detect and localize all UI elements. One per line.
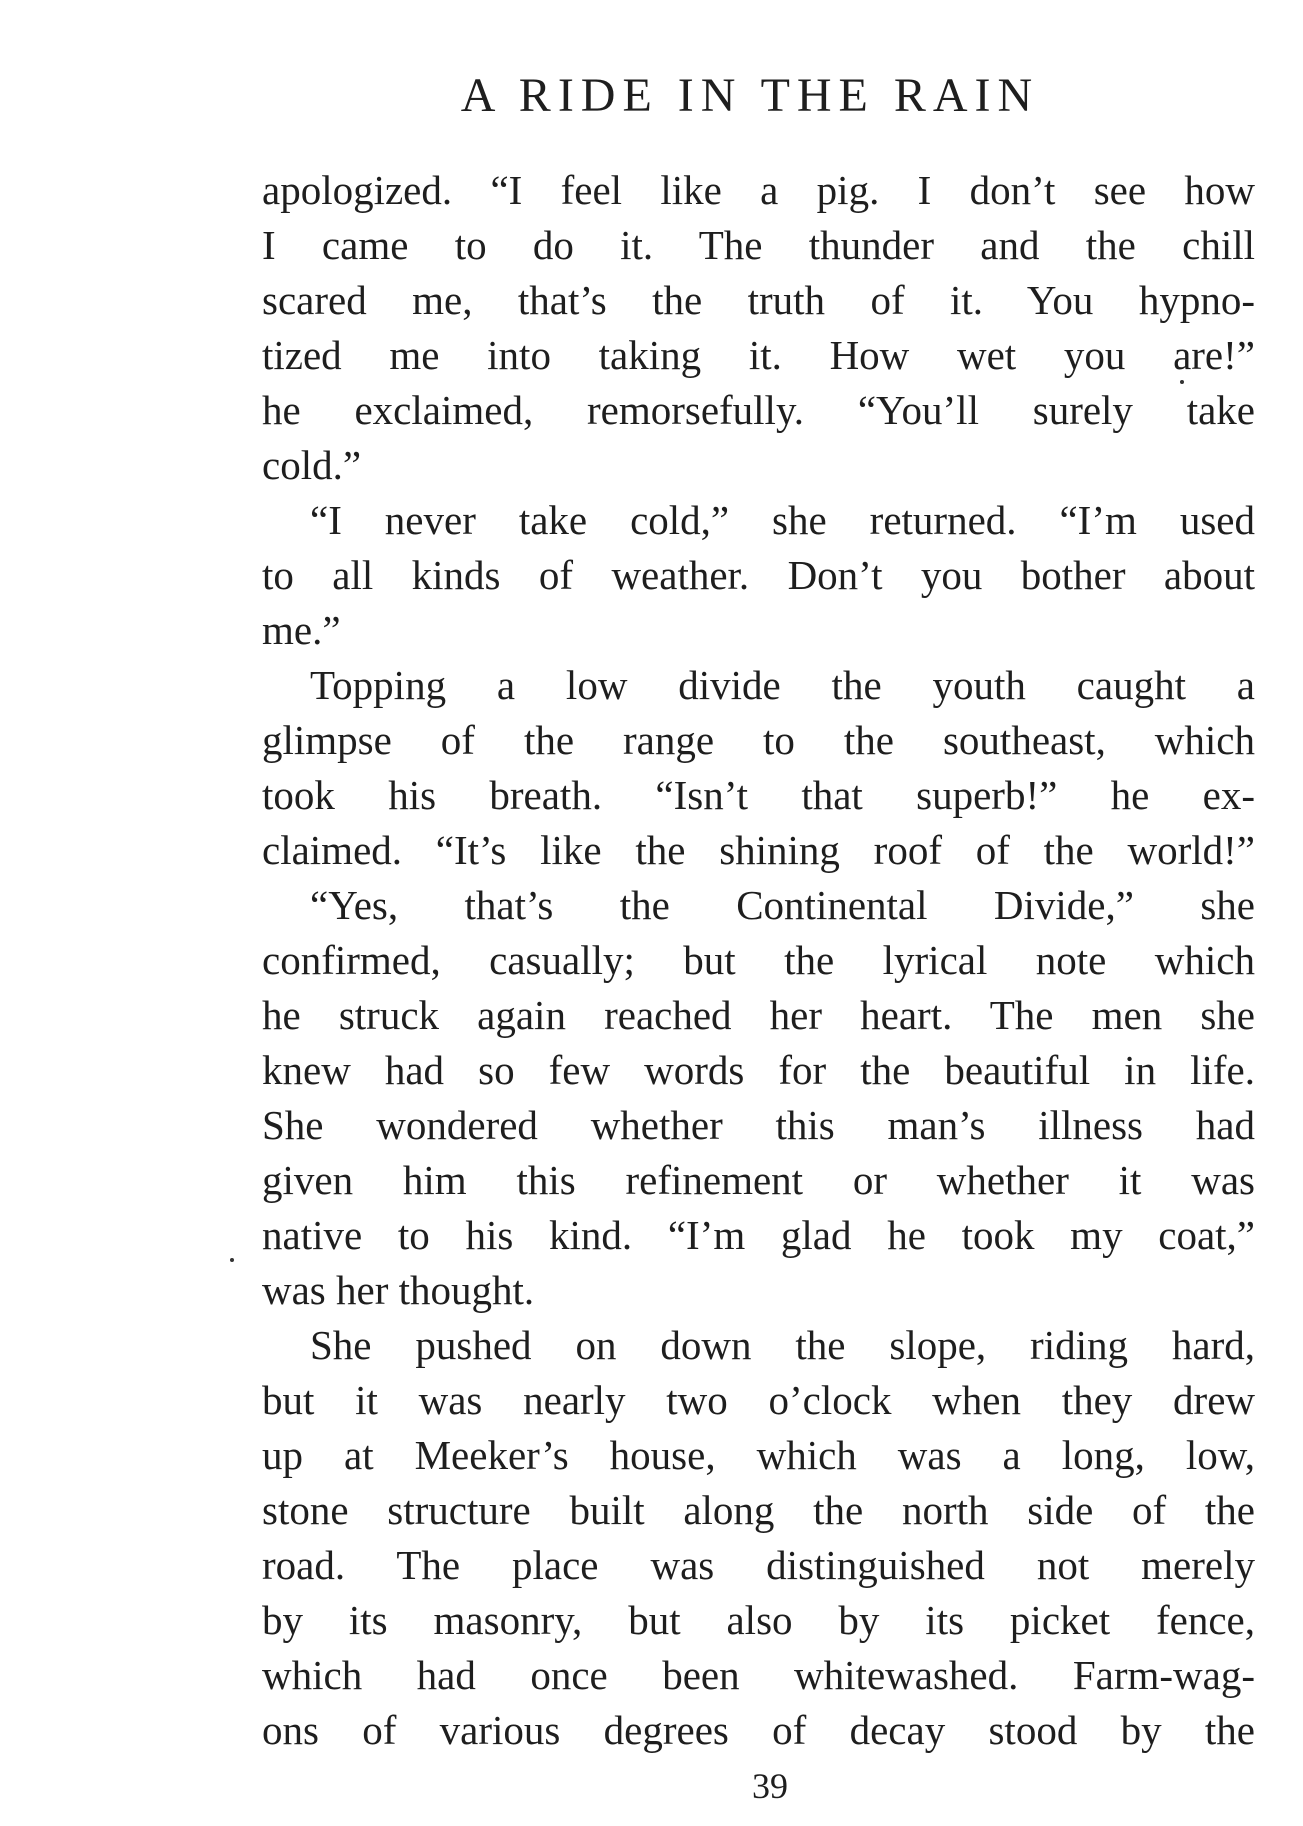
page-number: 39 [752, 1766, 788, 1806]
text-line: knew had so few words for the beautiful in life. [262, 1047, 1255, 1093]
text-line: “Yes, that’s the Continental Divide,” she [310, 882, 1255, 928]
text-line: which had once been whitewashed. Farm-wag- [262, 1652, 1255, 1698]
print-speck [1180, 380, 1184, 384]
text-line: ons of various degrees of decay stood by the [262, 1707, 1255, 1753]
text-line: by its masonry, but also by its picket fence, [262, 1597, 1255, 1643]
body-text [262, 163, 1255, 1758]
text-line: I came to do it. The thunder and the chill [262, 222, 1255, 268]
text-line: to all kinds of weather. Don’t you bother about [262, 552, 1255, 598]
text-line: but it was nearly two o’clock when they drew [262, 1377, 1255, 1423]
text-line: She pushed on down the slope, riding hard, [310, 1322, 1255, 1368]
text-line: claimed. “It’s like the shining roof of the world!” [262, 827, 1255, 873]
text-line: road. The place was distinguished not merely [262, 1542, 1255, 1588]
text-line: me.” [262, 607, 341, 653]
text-line: She wondered whether this man’s illness had [262, 1102, 1255, 1148]
text-line: native to his kind. “I’m glad he took my coat,” [262, 1212, 1255, 1258]
running-head: A RIDE IN THE RAIN [460, 69, 1040, 122]
print-speck [230, 1258, 234, 1262]
text-line: stone structure built along the north side of the [262, 1487, 1255, 1533]
text-line: apologized. “I feel like a pig. I don’t see how [262, 167, 1255, 213]
text-line: glimpse of the range to the southeast, which [262, 717, 1255, 763]
text-line: confirmed, casually; but the lyrical note which [262, 937, 1255, 983]
text-line: Topping a low divide the youth caught a [310, 662, 1255, 708]
text-line: took his breath. “Isn’t that superb!” he ex- [262, 772, 1255, 818]
text-line: he exclaimed, remorsefully. “You’ll surely take [262, 387, 1255, 433]
text-line: given him this refinement or whether it was [262, 1157, 1255, 1203]
text-line: up at Meeker’s house, which was a long, low, [262, 1432, 1255, 1478]
text-line: tized me into taking it. How wet you are!” [262, 332, 1255, 378]
text-line: was her thought. [262, 1267, 535, 1313]
text-line: cold.” [262, 442, 362, 488]
text-line: scared me, that’s the truth of it. You hypno- [262, 277, 1255, 323]
text-line: he struck again reached her heart. The men she [262, 992, 1255, 1038]
text-line: “I never take cold,” she returned. “I’m used [310, 497, 1255, 543]
